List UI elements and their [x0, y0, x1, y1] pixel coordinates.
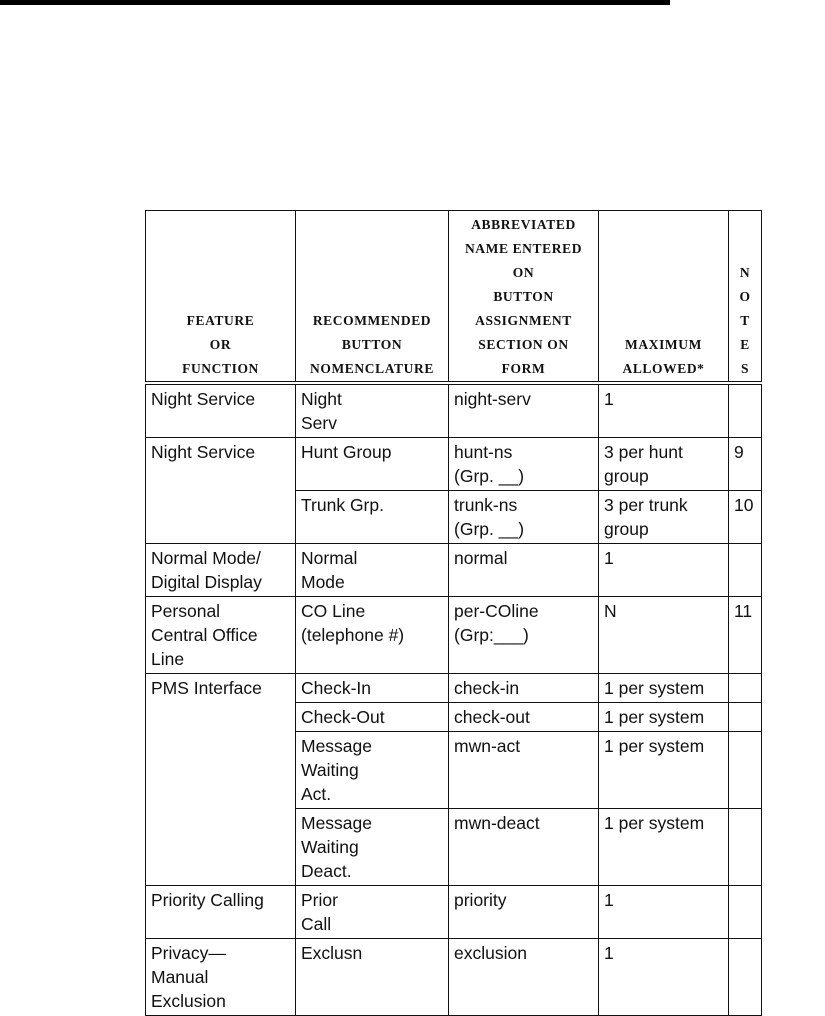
cell-note — [729, 383, 762, 438]
cell-button: Check-In — [296, 674, 449, 703]
table-row-night-service — [146, 383, 762, 438]
cell-abbrev: trunk-ns (Grp. __) — [449, 491, 599, 544]
cell-note: 9 — [729, 438, 762, 491]
cell-abbrev: check-out — [449, 703, 599, 732]
cell-note — [729, 939, 762, 1016]
button-assignment-table — [145, 210, 762, 1016]
cell-button: Normal Mode — [296, 544, 449, 597]
table-row-priority-calling — [146, 886, 762, 939]
cell-max: N — [599, 597, 729, 674]
cell-button: Exclusn — [296, 939, 449, 1016]
table-row-normal-mode — [146, 544, 762, 597]
cell-button: CO Line (telephone #) — [296, 597, 449, 674]
cell-button: Message Waiting Act. — [296, 732, 449, 809]
cell-feature: PMS Interface — [146, 674, 296, 886]
cell-abbrev: priority — [449, 886, 599, 939]
cell-abbrev: normal — [449, 544, 599, 597]
cell-note — [729, 544, 762, 597]
header-feature: FEATURE OR FUNCTION — [146, 211, 296, 384]
cell-max: 1 per system — [599, 674, 729, 703]
cell-feature: Night Service — [146, 438, 296, 544]
cell-button: Check-Out — [296, 703, 449, 732]
cell-abbrev: exclusion — [449, 939, 599, 1016]
cell-note — [729, 703, 762, 732]
cell-feature: Night Service — [146, 383, 296, 438]
cell-max: 1 — [599, 886, 729, 939]
header-maximum-allowed: MAXIMUM ALLOWED* — [599, 211, 729, 384]
cell-feature: Priority Calling — [146, 886, 296, 939]
cell-abbrev: check-in — [449, 674, 599, 703]
cell-abbrev: per-COline (Grp:___) — [449, 597, 599, 674]
top-rule — [0, 0, 670, 5]
cell-button: Hunt Group — [296, 438, 449, 491]
cell-max: 1 per system — [599, 732, 729, 809]
cell-max: 1 — [599, 544, 729, 597]
table-row-pms-check-in — [146, 674, 762, 703]
header-abbreviated-name: ABBREVIATED NAME ENTERED ON BUTTON ASSIGNMENT SECTION ON FORM — [449, 211, 599, 384]
cell-button: Prior Call — [296, 886, 449, 939]
cell-max: 1 — [599, 383, 729, 438]
cell-max: 1 per system — [599, 703, 729, 732]
cell-button: Night Serv — [296, 383, 449, 438]
cell-note: 10 — [729, 491, 762, 544]
cell-abbrev: mwn-deact — [449, 809, 599, 886]
cell-feature: Normal Mode/ Digital Display — [146, 544, 296, 597]
cell-max: 1 — [599, 939, 729, 1016]
header-nomenclature: RECOMMENDED BUTTON NOMENCLATURE — [296, 211, 449, 384]
cell-max: 1 per system — [599, 809, 729, 886]
table-row-privacy — [146, 939, 762, 1016]
cell-button: Trunk Grp. — [296, 491, 449, 544]
cell-note — [729, 674, 762, 703]
table-row-night-service-hunt — [146, 438, 762, 491]
cell-abbrev: night-serv — [449, 383, 599, 438]
cell-max: 3 per trunk group — [599, 491, 729, 544]
cell-feature: Privacy— Manual Exclusion — [146, 939, 296, 1016]
header-notes: N O T E S — [729, 211, 762, 384]
table-row-personal-co-line — [146, 597, 762, 674]
cell-note: 11 — [729, 597, 762, 674]
cell-feature: Personal Central Office Line — [146, 597, 296, 674]
header-row — [146, 211, 762, 384]
cell-note — [729, 809, 762, 886]
cell-note — [729, 732, 762, 809]
cell-abbrev: hunt-ns (Grp. __) — [449, 438, 599, 491]
cell-abbrev: mwn-act — [449, 732, 599, 809]
cell-button: Message Waiting Deact. — [296, 809, 449, 886]
cell-note — [729, 886, 762, 939]
cell-max: 3 per hunt group — [599, 438, 729, 491]
